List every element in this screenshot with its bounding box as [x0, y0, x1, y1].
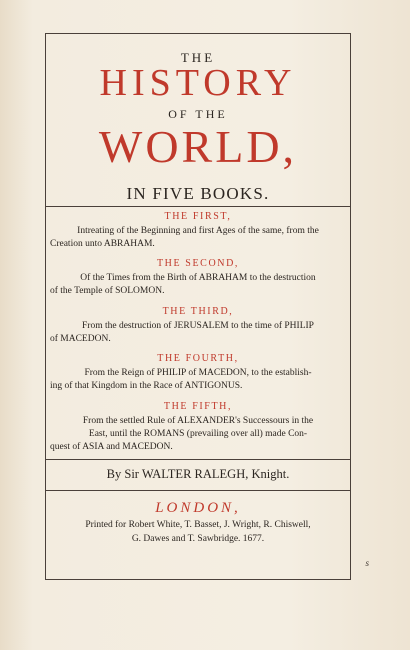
- section-1-heading: THE FIRST,: [164, 211, 232, 222]
- author-line: By Sir WALTER RALEGH, Knight.: [106, 467, 290, 481]
- rule-lower: [46, 490, 350, 491]
- title-the: THE: [180, 50, 216, 65]
- title-of-the: OF THE: [168, 107, 228, 121]
- section-5-line-1: From the settled Rule of ALEXANDER's Successours in the: [82, 416, 314, 426]
- rule-middle: [46, 459, 350, 460]
- section-5-line-2: East, until the ROMANS (prevailing over all) made Con-: [88, 429, 308, 439]
- section-4-line-1: From the Reign of PHILIP of MACEDON, to the establish-: [84, 368, 312, 378]
- section-1-line-1: Intreating of the Beginning and first Ages of the same, from the: [77, 226, 319, 236]
- imprint-line-2: G. Dawes and T. Sawbridge. 1677.: [131, 534, 265, 544]
- title-world: WORLD,: [98, 121, 298, 172]
- title-five-books: IN FIVE BOOKS.: [126, 184, 270, 203]
- section-2-line-2: of the Temple of SOLOMON.: [50, 286, 165, 296]
- title-history: HISTORY: [99, 62, 297, 104]
- section-3-line-1: From the destruction of JERUSALEM to the time of PHILIP: [82, 321, 314, 331]
- section-3-heading: THE THIRD,: [162, 306, 234, 317]
- section-2-line-1: Of the Times from the Birth of ABRAHAM to the destruction: [80, 273, 316, 283]
- imprint-line-1: Printed for Robert White, T. Basset, J. Wright, R. Chiswell,: [85, 520, 311, 530]
- rule-top: [46, 206, 350, 207]
- imprint-city: LONDON,: [155, 500, 241, 516]
- section-4-heading: THE FOURTH,: [157, 353, 239, 364]
- section-5-heading: THE FIFTH,: [163, 401, 233, 412]
- section-3-line-2: of MACEDON.: [50, 334, 111, 344]
- section-1-line-2: Creation unto ABRAHAM.: [50, 239, 155, 249]
- section-2-heading: THE SECOND,: [156, 258, 240, 269]
- section-4-line-2: ing of that Kingdom in the Race of ANTIGONUS.: [50, 381, 243, 391]
- section-5-line-3: quest of ASIA and MACEDON.: [50, 442, 173, 452]
- title-page-content: [46, 34, 350, 579]
- signature-mark: s: [365, 558, 369, 568]
- border-frame: [45, 33, 351, 580]
